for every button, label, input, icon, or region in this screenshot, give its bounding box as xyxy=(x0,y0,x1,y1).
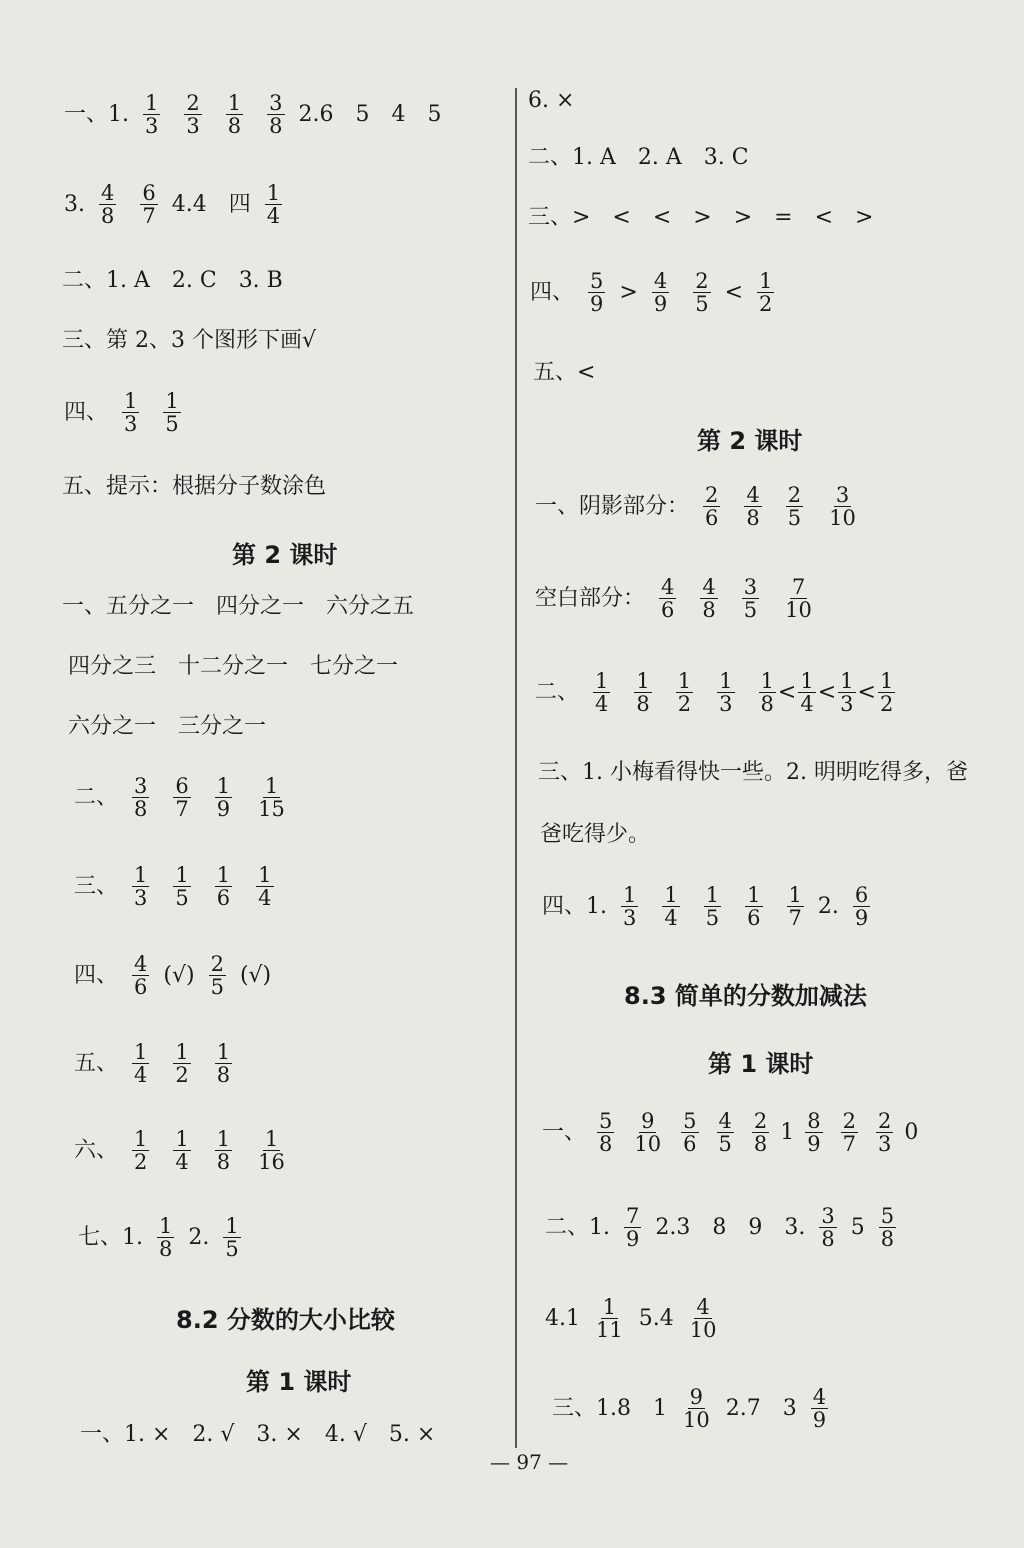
check-mark: (√) xyxy=(163,962,195,988)
right-line-3: 三、> < < > > = < > xyxy=(528,205,874,230)
comparison-sign: < xyxy=(817,679,837,705)
left-line-11 xyxy=(72,864,286,909)
item-label: 三、 xyxy=(74,873,119,899)
item-label: 一、1. xyxy=(64,101,129,127)
fraction: $\frac{1}{4}$ xyxy=(134,1040,148,1088)
fraction: $\frac{4}{5}$ xyxy=(718,1109,732,1157)
left-line-9: 六分之一 三分之一 xyxy=(68,714,267,739)
answer-text: 5 xyxy=(850,1214,865,1240)
fraction: $\frac{4}{9}$ xyxy=(653,269,668,317)
item-label: 四、 xyxy=(530,279,575,305)
fraction: $\frac{1}{4}$ xyxy=(266,181,281,229)
fraction: $\frac{1}{3}$ xyxy=(719,669,733,717)
fraction: $\frac{2}{5}$ xyxy=(695,269,709,317)
right-line-4 xyxy=(528,270,786,315)
right-line-14 xyxy=(543,1296,730,1341)
fraction: $\frac{1}{4}$ xyxy=(595,669,609,717)
answer-text: 4.4 四 xyxy=(171,191,251,217)
left-line-3: 二、1. A 2. C 3. B xyxy=(62,268,283,293)
fraction: $\frac{7}{9}$ xyxy=(626,1204,640,1252)
fraction: $\frac{1}{15}$ xyxy=(258,774,285,822)
fraction: $\frac{1}{8}$ xyxy=(216,1127,231,1175)
right-line-1: 6. × xyxy=(528,88,575,113)
right-line-2: 二、1. A 2. A 3. C xyxy=(528,145,749,170)
left-line-6: 五、提示：根据分子数涂色 xyxy=(62,474,327,499)
left-line-10 xyxy=(72,775,299,820)
left-line-4: 三、第 2、3 个图形下画√ xyxy=(62,328,316,353)
fraction: $\frac{8}{9}$ xyxy=(807,1109,821,1157)
answer-text: 0 xyxy=(904,1119,919,1145)
item-label: 三、1.8 1 xyxy=(552,1395,667,1421)
fraction: $\frac{2}{5}$ xyxy=(787,483,802,531)
fraction: $\frac{6}{7}$ xyxy=(175,774,189,822)
page-number: — 97 — xyxy=(490,1450,569,1474)
fraction: $\frac{1}{8}$ xyxy=(159,1214,173,1262)
section-heading: 8.3 简单的分数加减法 xyxy=(624,982,867,1010)
fraction: $\frac{2}{6}$ xyxy=(705,483,719,531)
fraction: $\frac{1}{8}$ xyxy=(227,91,242,139)
fraction: $\frac{4}{6}$ xyxy=(134,952,148,1000)
fraction: $\frac{5}{8}$ xyxy=(880,1204,895,1252)
item-label: 二、 xyxy=(535,679,580,705)
item-label: 4.1 xyxy=(545,1305,580,1331)
left-line-8: 四分之三 十二分之一 七分之一 xyxy=(68,654,399,679)
fraction: $\frac{1}{11}$ xyxy=(596,1295,623,1343)
right-line-8 xyxy=(533,670,897,715)
fraction: $\frac{6}{9}$ xyxy=(854,883,869,931)
fraction: $\frac{2}{7}$ xyxy=(842,1109,856,1157)
check-mark: (√) xyxy=(239,962,272,988)
fraction: $\frac{1}{3}$ xyxy=(134,863,148,911)
item-label: 3. xyxy=(64,191,85,217)
item-label: 一、阴影部分： xyxy=(535,493,690,519)
fraction: $\frac{4}{8}$ xyxy=(702,575,716,623)
fraction: $\frac{6}{7}$ xyxy=(142,181,156,229)
item-label: 四、 xyxy=(74,962,119,988)
fraction: $\frac{1}{4}$ xyxy=(664,883,678,931)
item-label: 二、1. xyxy=(545,1214,610,1240)
fraction: $\frac{1}{6}$ xyxy=(747,883,761,931)
fraction: $\frac{2}{3}$ xyxy=(186,91,200,139)
fraction: $\frac{1}{2}$ xyxy=(134,1127,148,1175)
fraction: $\frac{1}{8}$ xyxy=(636,669,650,717)
fraction: $\frac{1}{5}$ xyxy=(175,863,189,911)
left-line-1 xyxy=(62,92,443,137)
answer-text: 2.6 5 4 5 xyxy=(298,101,442,127)
fraction: $\frac{9}{10}$ xyxy=(634,1109,662,1157)
right-line-13 xyxy=(543,1205,908,1250)
fraction: $\frac{3}{8}$ xyxy=(134,774,148,822)
comparison-sign: < xyxy=(724,279,744,305)
section-heading: 第 2 课时 xyxy=(697,427,803,455)
right-line-10: 爸吃得少。 xyxy=(540,822,651,847)
column-divider xyxy=(515,88,517,1448)
fraction: $\frac{1}{3}$ xyxy=(623,883,637,931)
fraction: $\frac{2}{3}$ xyxy=(878,1109,892,1157)
fraction: $\frac{1}{2}$ xyxy=(759,269,773,317)
left-line-2 xyxy=(62,182,294,227)
fraction: $\frac{3}{8}$ xyxy=(269,91,283,139)
fraction: $\frac{3}{10}$ xyxy=(829,483,856,531)
right-line-12 xyxy=(540,1110,920,1155)
fraction: $\frac{7}{10}$ xyxy=(785,575,812,623)
right-line-5: 五、< xyxy=(533,360,596,385)
fraction: $\frac{4}{8}$ xyxy=(746,483,760,531)
right-line-15 xyxy=(550,1386,840,1431)
item-label: 五、 xyxy=(74,1050,119,1076)
right-line-7 xyxy=(533,576,826,621)
right-line-6 xyxy=(533,484,870,529)
comparison-sign: < xyxy=(857,679,876,705)
section-heading: 第 1 课时 xyxy=(246,1368,352,1396)
answer-text: 2. xyxy=(817,893,839,919)
fraction: $\frac{1}{4}$ xyxy=(800,669,814,717)
answer-text: 2.3 8 9 3. xyxy=(655,1214,806,1240)
answer-text: 1 xyxy=(780,1119,795,1145)
fraction: $\frac{2}{5}$ xyxy=(210,952,224,1000)
section-heading: 第 1 课时 xyxy=(708,1050,814,1078)
item-label: 空白部分： xyxy=(535,585,646,611)
left-line-16: 一、1. × 2. √ 3. × 4. √ 5. × xyxy=(80,1422,436,1447)
left-line-13 xyxy=(72,1041,244,1086)
fraction: $\frac{3}{8}$ xyxy=(821,1204,835,1252)
item-label: 四、1. xyxy=(542,893,607,919)
fraction: $\frac{3}{5}$ xyxy=(743,575,758,623)
comparison-sign: > xyxy=(619,279,638,305)
fraction: $\frac{5}{8}$ xyxy=(599,1109,613,1157)
fraction: $\frac{4}{9}$ xyxy=(812,1385,827,1433)
fraction: $\frac{4}{6}$ xyxy=(661,575,675,623)
item-label: 一、 xyxy=(542,1119,587,1145)
right-line-11 xyxy=(540,884,882,929)
item-label: 四、 xyxy=(64,399,109,425)
fraction: $\frac{5}{9}$ xyxy=(590,269,604,317)
fraction: $\frac{1}{2}$ xyxy=(677,669,692,717)
comparison-sign: < xyxy=(777,679,797,705)
left-line-7: 一、五分之一 四分之一 六分之五 xyxy=(62,594,415,619)
fraction: $\frac{1}{5}$ xyxy=(165,389,179,437)
section-heading: 8.2 分数的大小比较 xyxy=(176,1306,395,1334)
fraction: $\frac{1}{3}$ xyxy=(840,669,854,717)
answer-text: 2.7 3 xyxy=(725,1395,797,1421)
left-line-15 xyxy=(76,1215,253,1260)
left-line-14 xyxy=(72,1128,299,1173)
fraction: $\frac{1}{8}$ xyxy=(760,669,774,717)
item-label: 六、 xyxy=(74,1137,119,1163)
left-line-12 xyxy=(72,953,273,998)
right-line-9: 三、1. 小梅看得快一些。2. 明明吃得多，爸 xyxy=(538,760,968,785)
left-line-5 xyxy=(62,390,193,435)
fraction: $\frac{1}{9}$ xyxy=(216,774,231,822)
fraction: $\frac{1}{5}$ xyxy=(225,1214,239,1262)
fraction: $\frac{1}{6}$ xyxy=(216,863,231,911)
fraction: $\frac{5}{6}$ xyxy=(683,1109,697,1157)
fraction: $\frac{4}{8}$ xyxy=(101,181,115,229)
fraction: $\frac{1}{8}$ xyxy=(216,1040,231,1088)
fraction: $\frac{4}{10}$ xyxy=(689,1295,717,1343)
fraction: $\frac{1}{3}$ xyxy=(145,91,159,139)
fraction: $\frac{1}{3}$ xyxy=(124,389,138,437)
answer-text: 5.4 xyxy=(638,1305,674,1331)
fraction: $\frac{2}{8}$ xyxy=(753,1109,768,1157)
fraction: $\frac{1}{16}$ xyxy=(258,1127,285,1175)
fraction: $\frac{9}{10}$ xyxy=(683,1385,710,1433)
fraction: $\frac{1}{7}$ xyxy=(788,883,802,931)
section-heading: 第 2 课时 xyxy=(232,541,338,569)
item-label: 七、1. xyxy=(78,1224,143,1250)
item-label: 二、 xyxy=(74,784,119,810)
fraction: $\frac{1}{5}$ xyxy=(705,883,720,931)
fraction: $\frac{1}{2}$ xyxy=(175,1040,189,1088)
fraction: $\frac{1}{4}$ xyxy=(258,863,272,911)
fraction: $\frac{1}{2}$ xyxy=(879,669,894,717)
answer-text: 2. xyxy=(188,1224,210,1250)
fraction: $\frac{1}{4}$ xyxy=(175,1127,189,1175)
